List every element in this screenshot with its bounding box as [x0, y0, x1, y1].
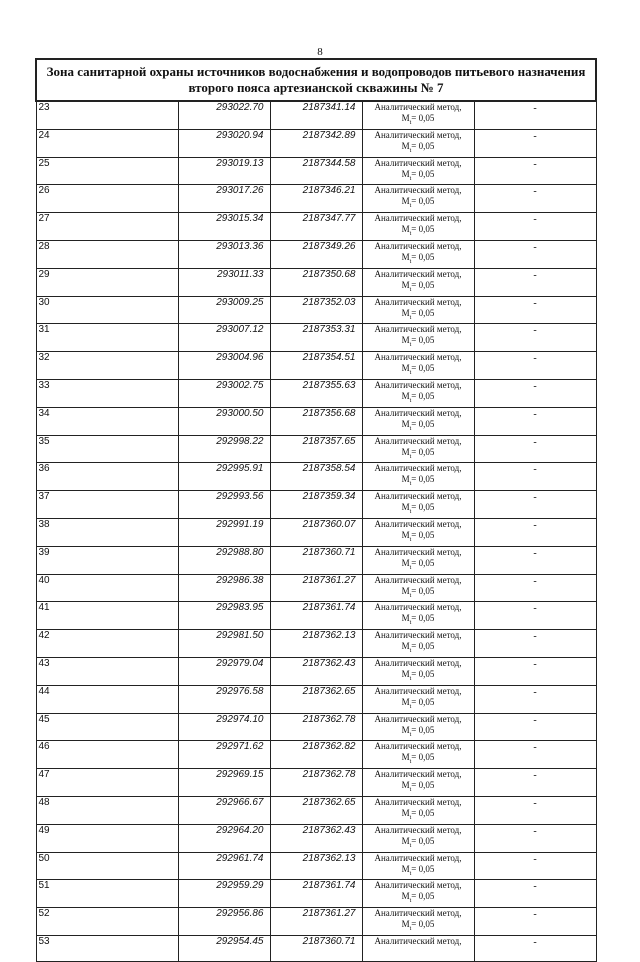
determination-method — [362, 213, 474, 241]
method-accuracy: $M_t= 0,05$ — [401, 140, 435, 154]
determination-method — [362, 852, 474, 880]
method-accuracy: $M_t= 0,05$ — [401, 363, 435, 376]
point-number: 35 — [36, 435, 178, 463]
coordinate-x: 292966.67 — [178, 796, 270, 824]
point-number: 43 — [36, 657, 178, 685]
coordinate-y: 2187344.58 — [270, 157, 362, 185]
point-number: 52 — [36, 908, 178, 936]
method-name: Аналитический метод, — [374, 574, 462, 585]
method-accuracy: $M_t= 0,05$ — [401, 557, 435, 571]
coordinate-y: 2187362.13 — [270, 630, 362, 658]
determination-method — [362, 407, 474, 435]
error-value: - — [474, 213, 596, 241]
point-number: 45 — [36, 713, 178, 741]
error-value: - — [474, 602, 596, 630]
coordinate-y: 2187360.07 — [270, 518, 362, 546]
table-row — [36, 908, 596, 936]
method-accuracy: $M_t= 0,05$ — [401, 196, 435, 210]
determination-method — [362, 796, 474, 824]
point-number: 29 — [36, 268, 178, 296]
point-number: 42 — [36, 630, 178, 658]
error-value: - — [474, 685, 596, 713]
error-value: - — [474, 935, 596, 961]
determination-method — [362, 880, 474, 908]
method-name: Аналитический метод, — [374, 296, 462, 307]
coordinate-y: 2187349.26 — [270, 240, 362, 268]
table-row — [36, 185, 596, 213]
method-name: Аналитический метод, — [374, 491, 462, 502]
error-value: - — [474, 741, 596, 769]
method-name: Аналитический метод, — [374, 407, 462, 418]
coordinate-x: 293022.70 — [178, 101, 270, 129]
point-number: 47 — [36, 769, 178, 797]
coordinate-y: 2187362.65 — [270, 685, 362, 713]
determination-method — [362, 518, 474, 546]
coordinate-x: 292976.58 — [178, 685, 270, 713]
coordinate-x: 293011.33 — [178, 268, 270, 296]
point-number: 46 — [36, 741, 178, 769]
method-accuracy: $M_t= 0,05$ — [401, 418, 435, 432]
table-row — [36, 602, 596, 630]
point-number: 26 — [36, 185, 178, 213]
determination-method — [362, 602, 474, 630]
table-row — [36, 435, 596, 463]
table-row — [36, 685, 596, 713]
method-accuracy: $M_t= 0,05$ — [401, 168, 435, 182]
coordinate-y: 2187342.89 — [270, 129, 362, 157]
error-value: - — [474, 101, 596, 129]
method-accuracy: $M_t= 0,05$ — [401, 668, 435, 682]
point-number: 32 — [36, 352, 178, 380]
coordinates-table — [35, 58, 597, 962]
method-accuracy: $M_t= 0,05$ — [401, 529, 435, 543]
method-name: Аналитический метод, — [374, 240, 462, 251]
coordinate-x: 293000.50 — [178, 407, 270, 435]
error-value: - — [474, 852, 596, 880]
coordinate-x: 293015.34 — [178, 213, 270, 241]
error-value: - — [474, 129, 596, 157]
method-accuracy: $M_t= 0,05$ — [401, 502, 435, 515]
method-name: Аналитический метод, — [374, 852, 462, 863]
coordinate-x: 293009.25 — [178, 296, 270, 324]
table-row — [36, 101, 596, 129]
coordinate-y: 2187357.65 — [270, 435, 362, 463]
point-number: 44 — [36, 685, 178, 713]
method-accuracy: $M_t= 0,05$ — [401, 724, 435, 738]
determination-method — [362, 352, 474, 380]
method-accuracy: $M_t= 0,05$ — [401, 224, 435, 237]
coordinate-y: 2187359.34 — [270, 491, 362, 519]
point-number: 51 — [36, 880, 178, 908]
table-title-row — [36, 59, 596, 101]
coordinate-y: 2187355.63 — [270, 379, 362, 407]
point-number: 24 — [36, 129, 178, 157]
error-value: - — [474, 352, 596, 380]
coordinate-y: 2187352.03 — [270, 296, 362, 324]
method-accuracy: $M_t= 0,05$ — [401, 446, 435, 460]
coordinate-y: 2187350.68 — [270, 268, 362, 296]
coordinate-x: 293004.96 — [178, 352, 270, 380]
point-number: 37 — [36, 491, 178, 519]
determination-method — [362, 685, 474, 713]
coordinate-y: 2187356.68 — [270, 407, 362, 435]
method-accuracy: $M_t= 0,05$ — [401, 863, 435, 877]
table-row — [36, 518, 596, 546]
coordinate-x: 292981.50 — [178, 630, 270, 658]
point-number: 38 — [36, 518, 178, 546]
method-name: Аналитический метод, — [374, 824, 462, 835]
method-name: Аналитический метод, — [374, 908, 462, 919]
method-accuracy: $M_t= 0,05$ — [401, 780, 435, 793]
coordinate-y: 2187346.21 — [270, 185, 362, 213]
coordinate-y: 2187362.13 — [270, 852, 362, 880]
method-accuracy: $M_t= 0,05$ — [401, 307, 435, 321]
table-row — [36, 379, 596, 407]
method-name: Аналитический метод, — [374, 602, 462, 613]
determination-method — [362, 574, 474, 602]
method-name: Аналитический метод, — [374, 685, 462, 696]
table-row — [36, 268, 596, 296]
determination-method — [362, 463, 474, 491]
table-row — [36, 546, 596, 574]
table-row — [36, 407, 596, 435]
error-value: - — [474, 546, 596, 574]
coordinate-x: 293019.13 — [178, 157, 270, 185]
method-accuracy: $M_t= 0,05$ — [401, 891, 435, 905]
point-number: 23 — [36, 101, 178, 129]
method-name: Аналитический метод, — [374, 713, 462, 724]
method-name: Аналитический метод, — [374, 102, 462, 112]
method-accuracy: $M_t= 0,05$ — [401, 251, 435, 265]
method-name: Аналитический метод, — [374, 630, 462, 641]
coordinate-x: 292956.86 — [178, 908, 270, 936]
coordinate-y: 2187362.78 — [270, 769, 362, 797]
method-accuracy: $M_t= 0,05$ — [401, 474, 435, 488]
method-name: Аналитический метод, — [374, 324, 462, 335]
method-name: Аналитический метод, — [374, 769, 462, 780]
point-number: 33 — [36, 379, 178, 407]
method-accuracy: $M_t= 0,05$ — [401, 113, 435, 126]
coordinate-x: 292998.22 — [178, 435, 270, 463]
method-name: Аналитический метод, — [374, 213, 462, 224]
method-name: Аналитический метод, — [374, 352, 462, 363]
method-accuracy: $M_t= 0,05$ — [401, 641, 435, 654]
point-number: 48 — [36, 796, 178, 824]
table-row — [36, 769, 596, 797]
method-accuracy: $M_t= 0,05$ — [401, 919, 435, 932]
table-row — [36, 935, 596, 961]
method-name: Аналитический метод, — [374, 546, 462, 557]
point-number: 25 — [36, 157, 178, 185]
determination-method — [362, 491, 474, 519]
method-name: Аналитический метод, — [374, 268, 462, 279]
table-row — [36, 213, 596, 241]
coordinate-x: 292983.95 — [178, 602, 270, 630]
point-number: 30 — [36, 296, 178, 324]
table-row — [36, 852, 596, 880]
coordinate-y: 2187362.43 — [270, 824, 362, 852]
table-row — [36, 574, 596, 602]
determination-method — [362, 129, 474, 157]
table-row — [36, 741, 596, 769]
error-value: - — [474, 435, 596, 463]
method-name: Аналитический метод, — [374, 518, 462, 529]
method-name: Аналитический метод, — [374, 741, 462, 752]
point-number: 40 — [36, 574, 178, 602]
method-accuracy: $M_t= 0,05$ — [401, 585, 435, 599]
table-title: Зона санитарной охраны источников водоснабжения и водопроводов питьевого назначения второго пояса артезианской скважины № 7 — [36, 59, 596, 101]
table-row — [36, 657, 596, 685]
coordinate-y: 2187362.78 — [270, 713, 362, 741]
determination-method — [362, 185, 474, 213]
coordinate-y: 2187362.65 — [270, 796, 362, 824]
table-row — [36, 491, 596, 519]
coordinate-y: 2187358.54 — [270, 463, 362, 491]
determination-method — [362, 908, 474, 936]
method-name: Аналитический метод, — [374, 435, 462, 446]
error-value: - — [474, 908, 596, 936]
point-number: 53 — [36, 935, 178, 961]
determination-method — [362, 324, 474, 352]
coordinate-y: 2187362.82 — [270, 741, 362, 769]
method-name: Аналитический метод, — [374, 157, 462, 168]
method-accuracy: $M_t= 0,05$ — [401, 613, 435, 627]
method-name: Аналитический метод, — [374, 935, 462, 946]
error-value: - — [474, 630, 596, 658]
error-value: - — [474, 185, 596, 213]
coordinate-y: 2187360.71 — [270, 935, 362, 961]
error-value: - — [474, 769, 596, 797]
coordinate-x: 292988.80 — [178, 546, 270, 574]
error-value: - — [474, 157, 596, 185]
error-value: - — [474, 268, 596, 296]
coordinate-x: 292974.10 — [178, 713, 270, 741]
table-row — [36, 713, 596, 741]
method-name: Аналитический метод, — [374, 657, 462, 668]
determination-method — [362, 296, 474, 324]
coordinate-x: 293013.36 — [178, 240, 270, 268]
error-value: - — [474, 491, 596, 519]
error-value: - — [474, 463, 596, 491]
coordinate-y: 2187341.14 — [270, 101, 362, 129]
method-name: Аналитический метод, — [374, 880, 462, 891]
coordinate-x: 292954.45 — [178, 935, 270, 961]
coordinate-x: 292979.04 — [178, 657, 270, 685]
method-accuracy: $M_t= 0,05$ — [401, 390, 435, 404]
point-number: 36 — [36, 463, 178, 491]
error-value: - — [474, 796, 596, 824]
method-accuracy: $M_t= 0,05$ — [401, 807, 435, 821]
method-name: Аналитический метод, — [374, 463, 462, 474]
error-value: - — [474, 518, 596, 546]
determination-method — [362, 268, 474, 296]
table-row — [36, 796, 596, 824]
coordinate-x: 292961.74 — [178, 852, 270, 880]
table-row — [36, 352, 596, 380]
error-value: - — [474, 324, 596, 352]
error-value: - — [474, 574, 596, 602]
coordinate-x: 292986.38 — [178, 574, 270, 602]
coordinate-y: 2187361.27 — [270, 908, 362, 936]
table-row — [36, 296, 596, 324]
point-number: 31 — [36, 324, 178, 352]
table-row — [36, 240, 596, 268]
coordinate-x: 293020.94 — [178, 129, 270, 157]
coordinate-x: 293007.12 — [178, 324, 270, 352]
determination-method — [362, 935, 474, 961]
table-row — [36, 129, 596, 157]
coordinate-x: 293017.26 — [178, 185, 270, 213]
error-value: - — [474, 713, 596, 741]
determination-method — [362, 657, 474, 685]
error-value: - — [474, 824, 596, 852]
method-accuracy: $M_t= 0,05$ — [401, 752, 435, 766]
point-number: 28 — [36, 240, 178, 268]
determination-method — [362, 240, 474, 268]
coordinate-x: 292971.62 — [178, 741, 270, 769]
determination-method — [362, 824, 474, 852]
error-value: - — [474, 657, 596, 685]
method-name: Аналитический метод, — [374, 185, 462, 196]
point-number: 41 — [36, 602, 178, 630]
determination-method — [362, 769, 474, 797]
point-number: 49 — [36, 824, 178, 852]
error-value: - — [474, 880, 596, 908]
coordinate-y: 2187353.31 — [270, 324, 362, 352]
table-row — [36, 157, 596, 185]
determination-method — [362, 157, 474, 185]
determination-method — [362, 741, 474, 769]
coordinate-x: 292959.29 — [178, 880, 270, 908]
coordinate-x: 292969.15 — [178, 769, 270, 797]
method-accuracy: $M_t= 0,05$ — [401, 335, 435, 349]
coordinate-y: 2187347.77 — [270, 213, 362, 241]
table-row — [36, 880, 596, 908]
determination-method — [362, 713, 474, 741]
determination-method — [362, 435, 474, 463]
coordinate-y: 2187361.27 — [270, 574, 362, 602]
table-row — [36, 630, 596, 658]
method-accuracy: $M_t= 0,05$ — [401, 835, 435, 849]
table-row — [36, 463, 596, 491]
method-name: Аналитический метод, — [374, 796, 462, 807]
error-value: - — [474, 379, 596, 407]
point-number: 50 — [36, 852, 178, 880]
table-row — [36, 824, 596, 852]
error-value: - — [474, 407, 596, 435]
coordinate-y: 2187360.71 — [270, 546, 362, 574]
coordinate-x: 293002.75 — [178, 379, 270, 407]
coordinate-y: 2187362.43 — [270, 657, 362, 685]
point-number: 39 — [36, 546, 178, 574]
table-row — [36, 324, 596, 352]
point-number: 27 — [36, 213, 178, 241]
coordinate-y: 2187361.74 — [270, 602, 362, 630]
method-accuracy: $M_t= 0,05$ — [401, 279, 435, 293]
determination-method — [362, 630, 474, 658]
method-name: Аналитический метод, — [374, 129, 462, 140]
coordinate-x: 292991.19 — [178, 518, 270, 546]
method-name: Аналитический метод, — [374, 379, 462, 390]
coordinate-x: 292964.20 — [178, 824, 270, 852]
coordinate-x: 292993.56 — [178, 491, 270, 519]
error-value: - — [474, 296, 596, 324]
determination-method — [362, 546, 474, 574]
coordinate-y: 2187354.51 — [270, 352, 362, 380]
determination-method — [362, 101, 474, 129]
method-accuracy: $M_t= 0,05$ — [401, 696, 435, 710]
page-number: 8 — [317, 46, 323, 58]
coordinate-y: 2187361.74 — [270, 880, 362, 908]
error-value: - — [474, 240, 596, 268]
determination-method — [362, 379, 474, 407]
coordinate-x: 292995.91 — [178, 463, 270, 491]
point-number: 34 — [36, 407, 178, 435]
